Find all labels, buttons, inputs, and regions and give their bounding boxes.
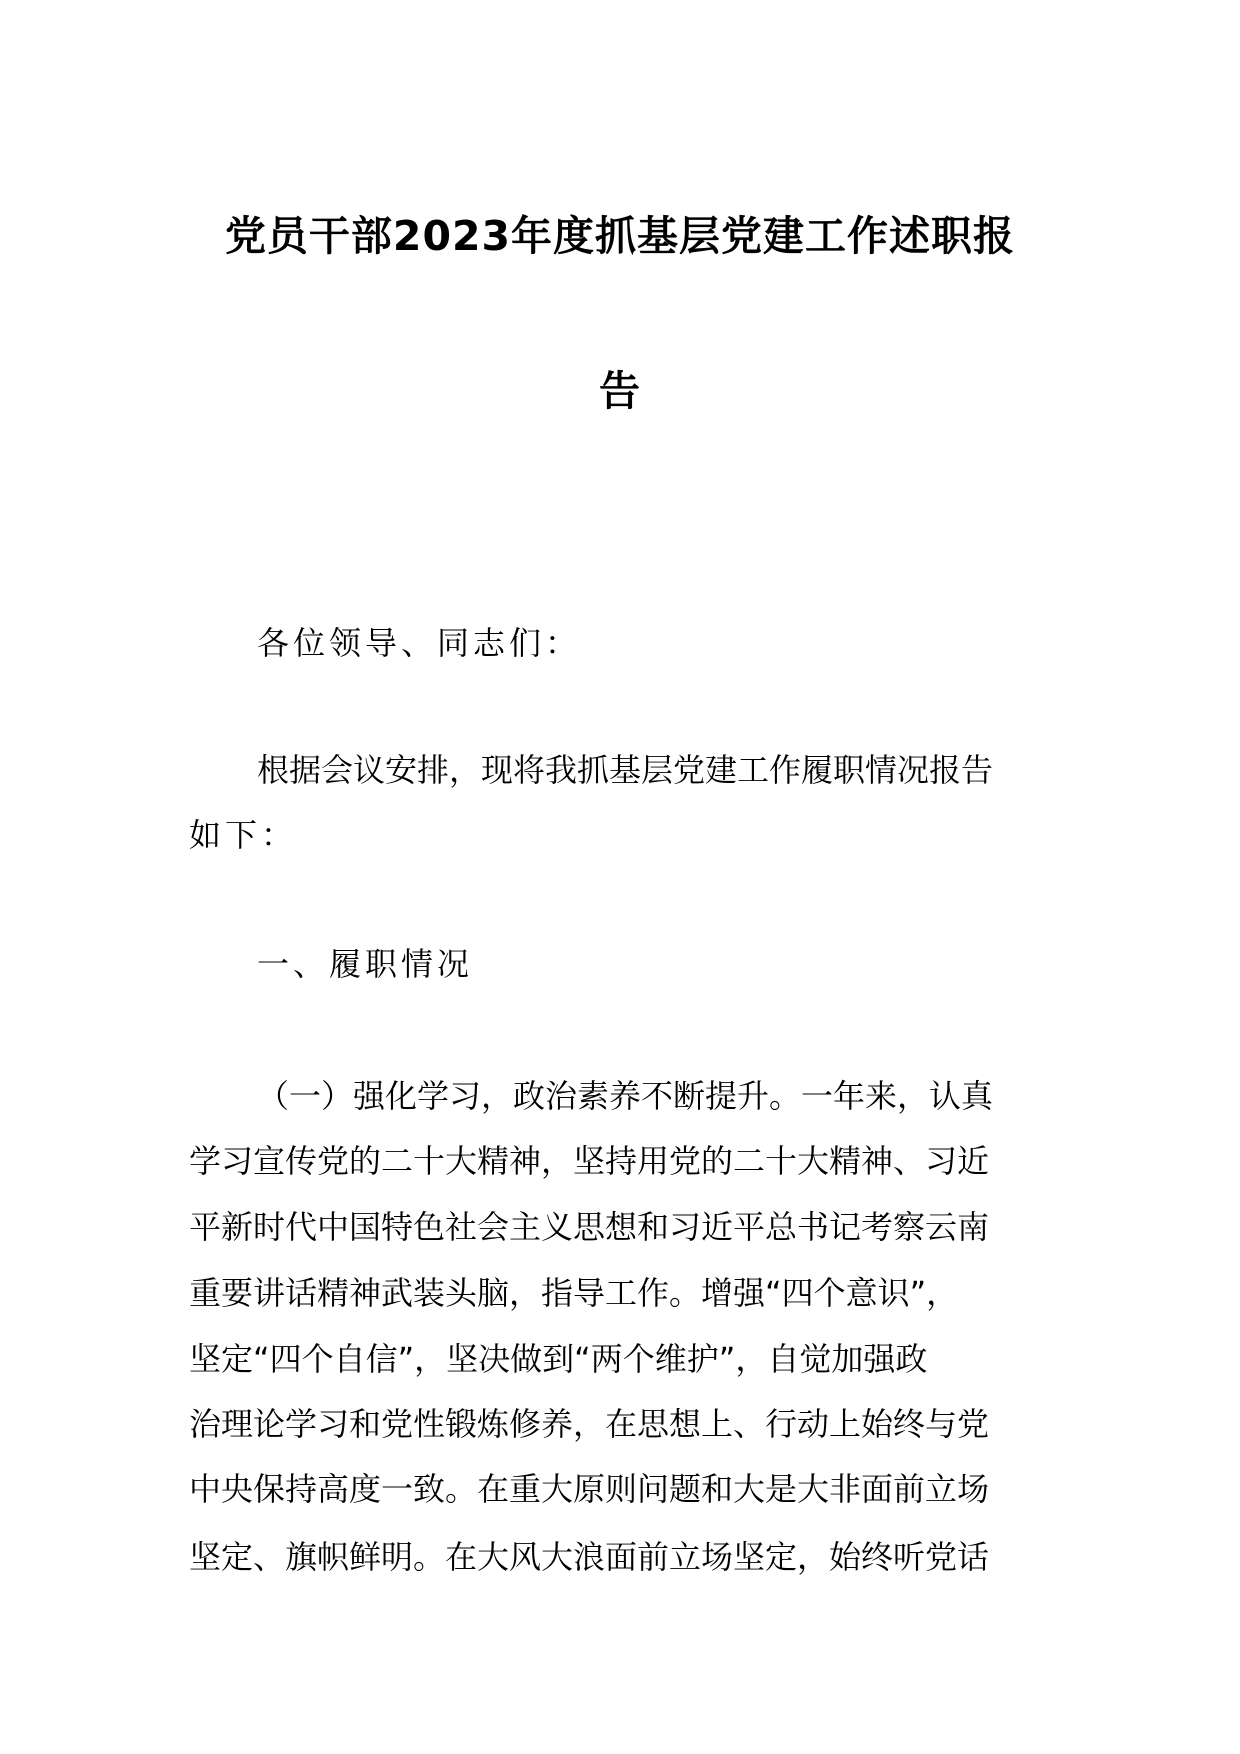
document-title-line-1: 党员干部2023年度抓基层党建工作述职报 xyxy=(224,212,1016,260)
paragraph-line: （一）强化学习，政治素养不断提升。一年来，认真 xyxy=(257,1077,994,1115)
paragraph-line: 平新时代中国特色社会主义思想和习近平总书记考察云南 xyxy=(189,1208,990,1246)
paragraph-line: 坚定、旗帜鲜明。在大风大浪面前立场坚定，始终听党话 xyxy=(189,1538,990,1576)
salutation: 各位领导、同志们： xyxy=(257,624,582,662)
paragraph-line: 中央保持高度一致。在重大原则问题和大是大非面前立场 xyxy=(189,1470,990,1508)
paragraph-line: 学习宣传党的二十大精神，坚持用党的二十大精神、习近 xyxy=(189,1142,990,1180)
paragraph-line: 治理论学习和党性锻炼修养，在思想上、行动上始终与党 xyxy=(189,1405,990,1443)
section-heading: 一、履职情况 xyxy=(257,945,474,983)
paragraph-line: 坚定“四个自信”，坚决做到“两个维护”，自觉加强政 xyxy=(189,1340,928,1378)
document-title-line-2: 告 xyxy=(599,367,641,415)
paragraph-line: 重要讲话精神武装头脑，指导工作。增强“四个意识”， xyxy=(189,1274,959,1312)
intro-line-2: 如下： xyxy=(189,816,298,854)
intro-line-1: 根据会议安排，现将我抓基层党建工作履职情况报告 xyxy=(257,751,994,789)
